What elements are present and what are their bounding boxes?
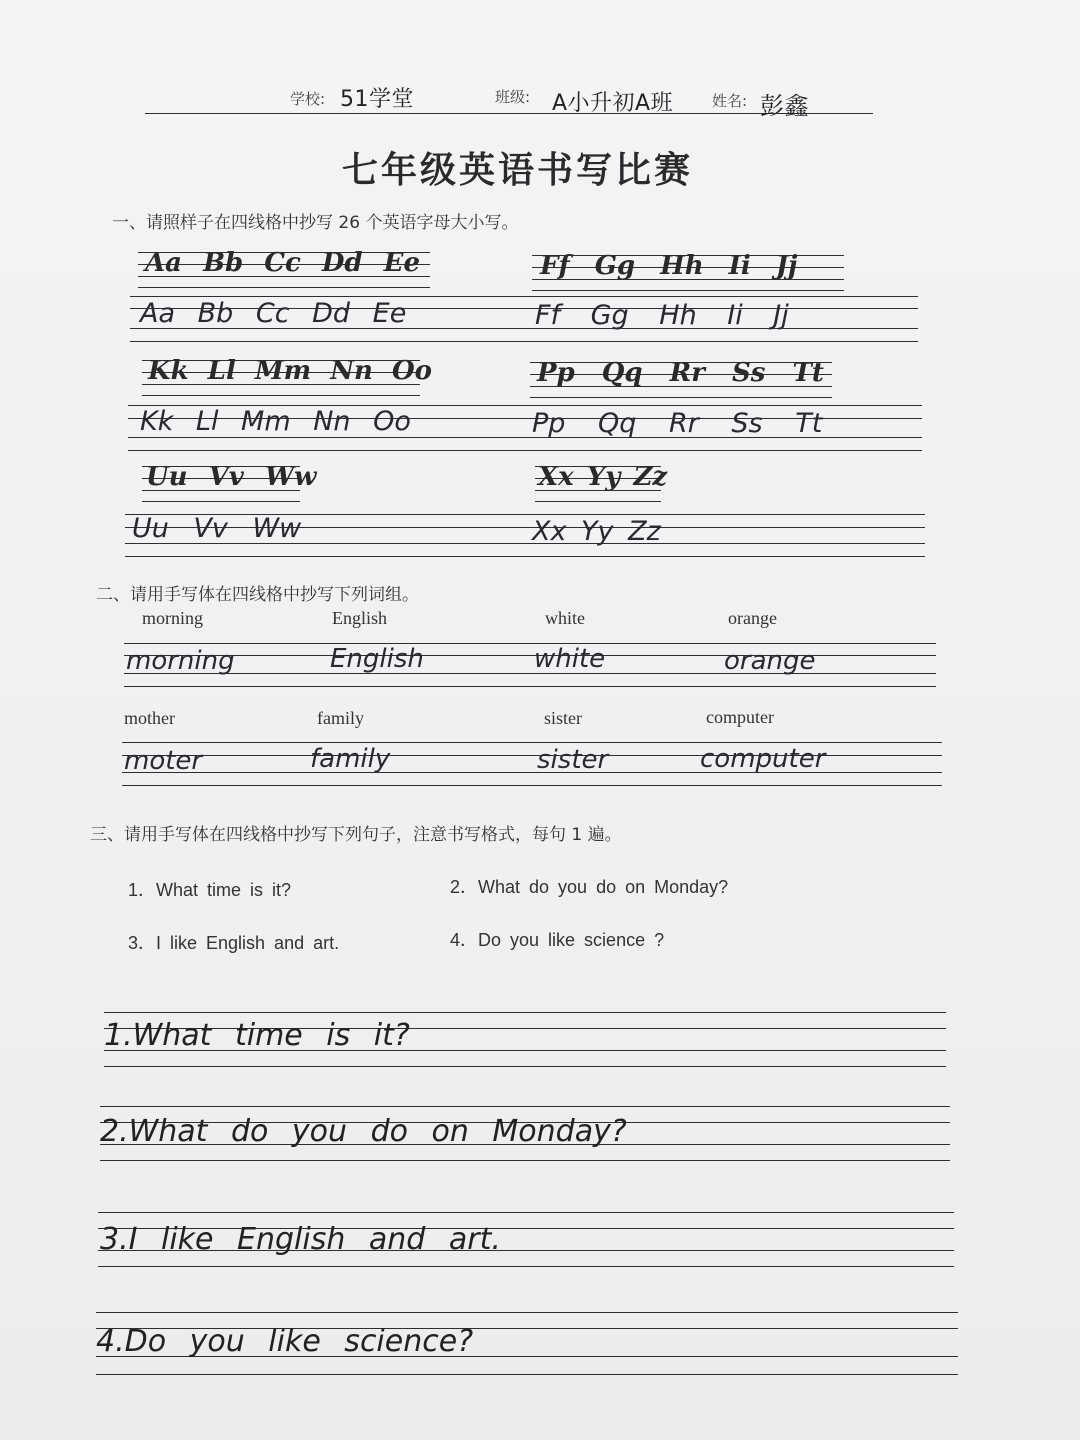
word-printed: computer — [706, 707, 774, 727]
grid-line — [142, 395, 420, 396]
grid-line — [98, 1266, 954, 1267]
copy-letters-left-3: Uu Vv Ww — [132, 513, 302, 544]
school-value: 51学堂 — [340, 87, 414, 112]
word-printed: sister — [544, 708, 582, 728]
school-label: 学校: — [290, 90, 326, 108]
model-letters-left-3: Uu Vv Ww — [146, 462, 317, 492]
word-printed: white — [545, 608, 585, 628]
sentence-handwritten: 2.What do you do on Monday? — [100, 1114, 627, 1149]
model-letters-left-2: Kk Ll Mm Nn Oo — [148, 356, 432, 386]
sentence-printed: 2．What do you do on Monday? — [450, 877, 729, 897]
section1-instruction: 一、请照样子在四线格中抄写 26 个英语字母大小写。 — [112, 213, 519, 233]
model-letters-right-3: Xx Yy Zz — [538, 462, 668, 492]
word-printed: mother — [124, 708, 175, 728]
word-handwritten: sister — [537, 745, 609, 775]
grid-line — [128, 450, 922, 451]
word-printed: orange — [728, 608, 777, 628]
name-label: 姓名: — [712, 92, 748, 110]
grid-line — [100, 1160, 950, 1161]
grid-line — [124, 686, 936, 687]
grid-line — [96, 1312, 958, 1313]
grid-line — [104, 1066, 946, 1067]
grid-line — [124, 643, 936, 644]
word-handwritten: morning — [126, 646, 235, 676]
grid-line — [532, 290, 844, 291]
grid-line — [122, 742, 942, 743]
sentence-handwritten: 4.Do you like science? — [96, 1324, 474, 1359]
grid-line — [98, 1212, 954, 1213]
model-letters-right-1: Ff Gg Hh Ii Jj — [540, 251, 798, 281]
copy-letters-right-2: Pp Qq Rr Ss Tt — [532, 408, 823, 439]
grid-line — [100, 1106, 950, 1107]
grid-line — [130, 341, 918, 342]
copy-letters-right-1: Ff Gg Hh Ii Jj — [535, 300, 789, 331]
word-handwritten: white — [534, 644, 606, 674]
word-handwritten: orange — [724, 646, 816, 676]
word-printed: morning — [142, 608, 203, 628]
word-printed: family — [317, 708, 364, 728]
grid-line — [96, 1374, 958, 1375]
grid-line — [535, 501, 661, 502]
sentence-printed: 3．I like English and art. — [128, 933, 340, 953]
sentence-handwritten: 1.What time is it? — [104, 1018, 410, 1053]
sentence-handwritten: 3.I like English and art. — [100, 1222, 501, 1257]
model-letters-right-2: Pp Qq Rr Ss Tt — [537, 358, 824, 388]
grid-line — [142, 501, 300, 502]
grid-line — [130, 296, 918, 297]
section3-instruction: 三、请用手写体在四线格中抄写下列句子，注意书写格式，每句 1 遍。 — [90, 825, 622, 845]
grid-line — [122, 785, 942, 786]
word-printed: English — [332, 608, 388, 628]
grid-line — [138, 287, 430, 288]
copy-letters-left-1: Aa Bb Cc Dd Ee — [140, 298, 407, 329]
name-value: 彭鑫 — [760, 92, 809, 120]
model-letters-left-1: Aa Bb Cc Dd Ee — [145, 248, 420, 278]
grid-line — [104, 1012, 946, 1013]
section2-instruction: 二、请用手写体在四线格中抄写下列词组。 — [96, 585, 419, 605]
word-handwritten: moter — [124, 746, 203, 776]
sentence-printed: 1．What time is it? — [128, 880, 292, 900]
grid-line — [530, 397, 832, 398]
page-title: 七年级英语书写比赛 — [342, 149, 694, 191]
class-value: A小升初A班 — [552, 91, 674, 116]
word-handwritten: English — [330, 644, 424, 674]
sentence-printed: 4．Do you like science ? — [450, 930, 665, 950]
word-handwritten: family — [310, 744, 391, 774]
word-handwritten: computer — [700, 744, 826, 774]
class-label: 班级: — [495, 88, 531, 106]
grid-line — [125, 556, 925, 557]
copy-letters-right-3: Xx Yy Zz — [532, 516, 661, 547]
copy-letters-left-2: Kk Ll Mm Nn Oo — [140, 406, 411, 437]
